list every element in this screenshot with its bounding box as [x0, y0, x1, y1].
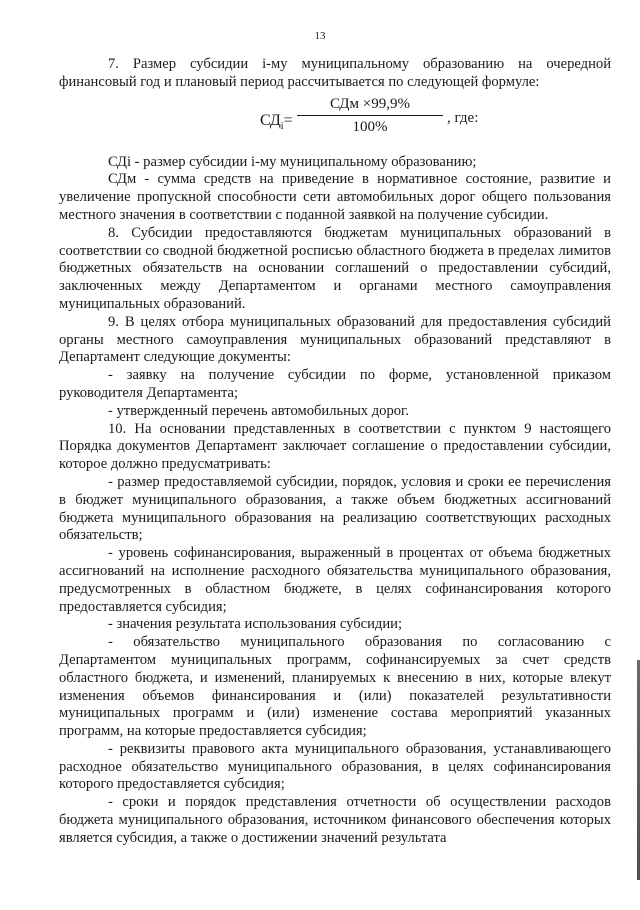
subsidy-formula [59, 92, 611, 154]
document-body [59, 56, 611, 848]
paragraph-8: 8. Субсидии предоставляются бюджетам муниципальных образований в соответствии со сводной бюджетной росписью областного бюджета в пределах лимитов бюджетных обязательств на основании соглашений о предоставлении субсидий, заключенных между Департаментом и органами местного самоуправления муниципальных образований. [59, 224, 611, 312]
paragraph-9: 9. В целях отбора муниципальных образований для предоставления субсидий органы местного самоуправления муниципальных образований представляют в Департамент следующие документы: [59, 313, 611, 366]
list-item: - уровень софинансирования, выраженный в процентах от объема бюджетных ассигнований на исполнение расходного обязательства муниципального образования, предусмотренных в областном бюджете, в целях софинансирования которого предоставляется субсидия; [59, 545, 611, 615]
page-number: 13 [314, 30, 326, 42]
definition-sdm: СДм - сумма средств на приведение в нормативное состояние, развитие и увеличение пропускной способности сети автомобильных дорог общего пользования местного значения в соответствии с поданной заявкой на получение субсидии. [59, 171, 611, 223]
paragraph-10: 10. На основании представленных в соответствии с пунктом 9 настоящего Порядка документов Департамент заключает соглашение о предоставлении субсидии, которое должно предусматривать: [59, 420, 611, 473]
formula-lhs: $СД_i=$ [260, 111, 293, 132]
list-item: - обязательство муниципального образования по согласованию с Департаментом муниципальных программ, софинансируемых за счет средств областного бюджета, и изменений, планируемых к внесению в них, которые влекут изменения объемов финансирования и (или) показателей результативности муниципальных программ и (или) изменение состава мероприятий указанных программ, на которые предоставляется субсидия; [59, 634, 611, 740]
formula-tail: , где: [447, 109, 479, 126]
definition-sdi: СДi - размер субсидии i-му муниципальному образованию; [108, 153, 477, 170]
formula-denominator: 100% [352, 119, 388, 136]
list-item: - размер предоставляемой субсидии, порядок, условия и сроки ее перечисления в бюджет муниципального образования, а также объем бюджетных ассигнований бюджета муниципального образования на реализацию соответствующих расходных обязательств; [59, 473, 611, 544]
list-item: - сроки и порядок представления отчетности об осуществлении расходов бюджета муниципального образования, источником финансового обеспечения которых является субсидия, а также о достижении значений результата [59, 794, 611, 846]
formula-fraction [297, 96, 443, 138]
list-item: - реквизиты правового акта муниципального образования, устанавливающего расходное обязательство муниципального образования, в целях софинансирования которого предоставляется субсидия; [59, 740, 611, 793]
formula-numerator: СДм ×99,9% [297, 96, 443, 117]
paragraph-7: 7. Размер субсидии i-му муниципальному образованию на очередной финансовый год и плановый период рассчитывается по следующей формуле: [59, 56, 611, 90]
list-item: - утвержденный перечень автомобильных дорог. [108, 402, 410, 419]
list-item: - значения результата использования субсидии; [108, 616, 403, 633]
list-item: - заявку на получение субсидии по форме, установленной приказом руководителя Департамента; [59, 367, 611, 401]
